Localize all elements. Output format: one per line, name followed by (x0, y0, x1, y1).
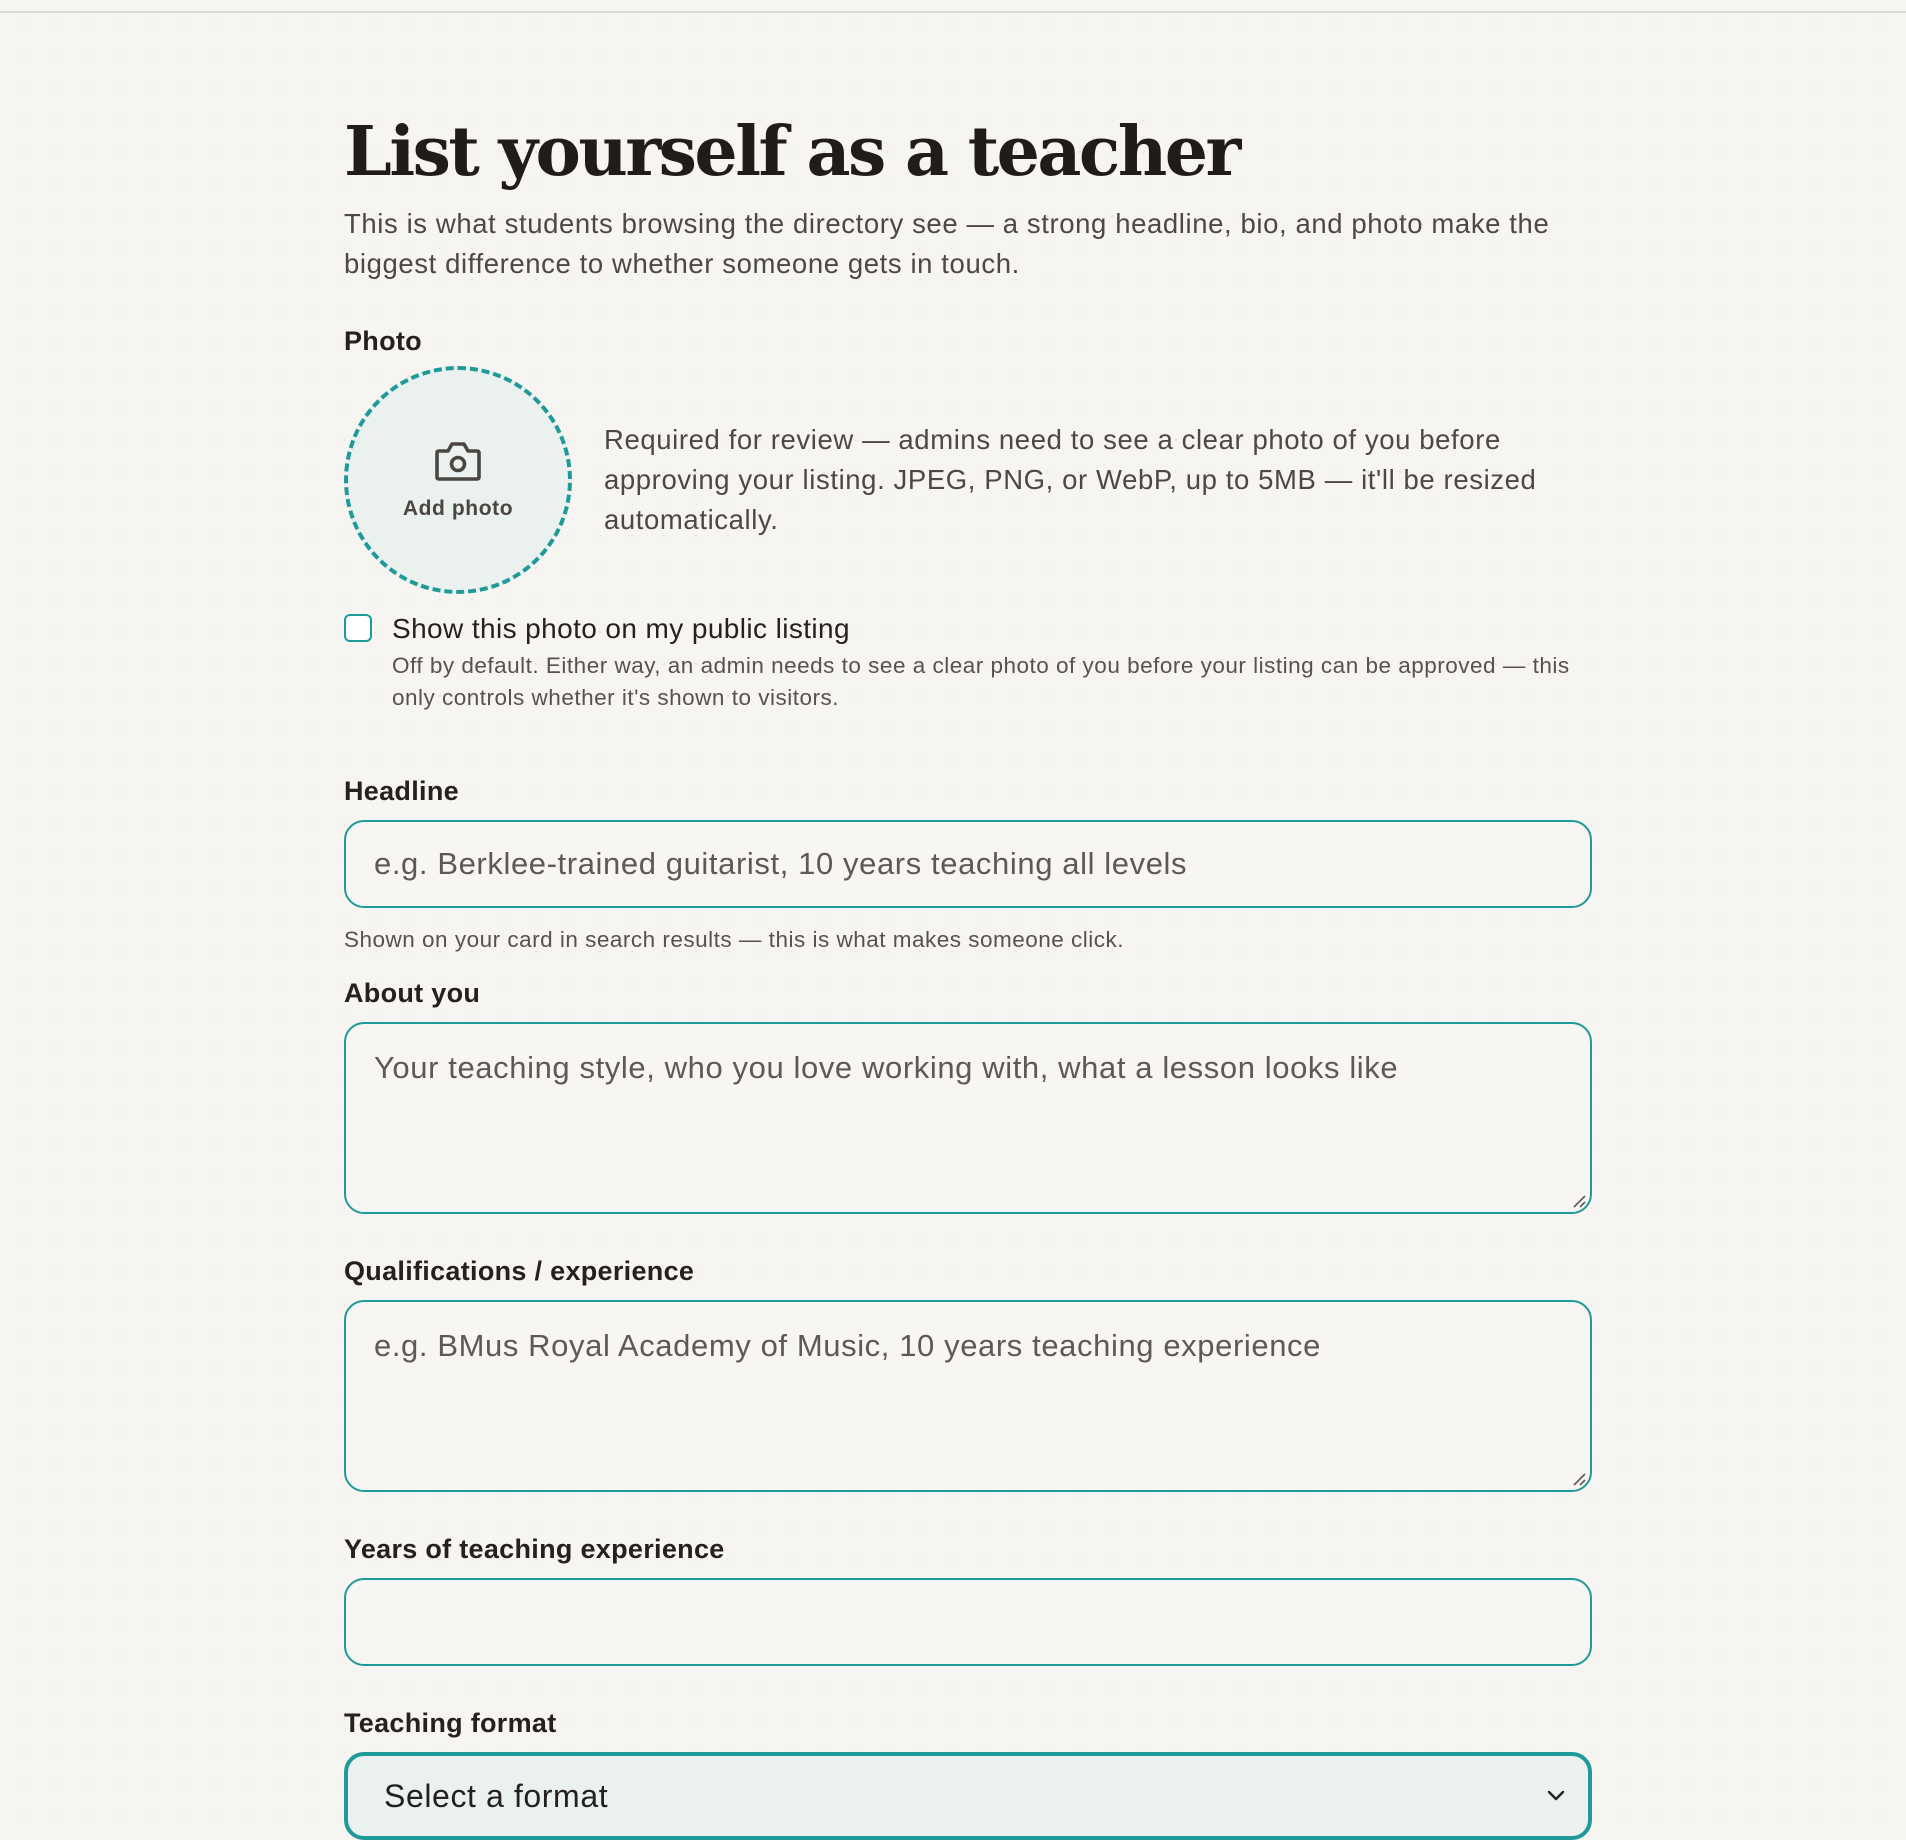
about-textarea[interactable] (344, 1022, 1592, 1214)
page-intro: This is what students browsing the directory see — a strong headline, bio, and photo make the biggest difference to whether someone gets in touch. (344, 208, 1550, 279)
headline-input[interactable]: e.g. Berklee-trained guitarist, 10 years teaching all levels (344, 820, 1592, 908)
qualifications-textarea[interactable] (344, 1300, 1592, 1492)
add-photo-label: Add photo (402, 497, 514, 520)
show-photo-text (392, 612, 1572, 714)
show-photo-row (344, 612, 1592, 714)
chevron-down-icon (1546, 1789, 1566, 1803)
teacher-listing-form (344, 108, 1592, 1840)
add-photo-button[interactable] (344, 366, 572, 594)
format-select[interactable] (344, 1752, 1592, 1840)
show-photo-label[interactable]: Show this photo on my public listing (392, 613, 850, 644)
top-divider (0, 0, 1906, 13)
headline-help: Shown on your card in search results — this is what makes someone click. (344, 927, 1125, 952)
camera-icon (433, 439, 483, 483)
qualifications-placeholder: e.g. BMus Royal Academy of Music, 10 years teaching experience (374, 1328, 1321, 1363)
show-photo-checkbox[interactable] (344, 614, 372, 642)
page-title: List yourself as a teacher (344, 112, 1239, 192)
resize-handle-icon[interactable] (1570, 1192, 1586, 1208)
resize-handle-icon[interactable] (1570, 1470, 1586, 1486)
headline-label: Headline (344, 776, 459, 806)
format-selected-value: Select a format (384, 1777, 609, 1814)
about-placeholder: Your teaching style, who you love working with, what a lesson looks like (374, 1050, 1399, 1085)
about-label: About you (344, 978, 481, 1008)
qualifications-label: Qualifications / experience (344, 1256, 695, 1286)
show-photo-help: Off by default. Either way, an admin needs to see a clear photo of you before your listing can be approved — this only controls whether it's shown to visitors. (392, 653, 1570, 710)
photo-row (344, 366, 1592, 594)
years-input[interactable] (344, 1578, 1592, 1666)
photo-help-text: Required for review — admins need to see a clear photo of you before approving your listing. JPEG, PNG, or WebP, up to 5MB — it'll be resized automatically. (604, 424, 1537, 535)
years-label: Years of teaching experience (344, 1534, 725, 1564)
photo-label: Photo (344, 326, 422, 356)
format-label: Teaching format (344, 1708, 557, 1738)
